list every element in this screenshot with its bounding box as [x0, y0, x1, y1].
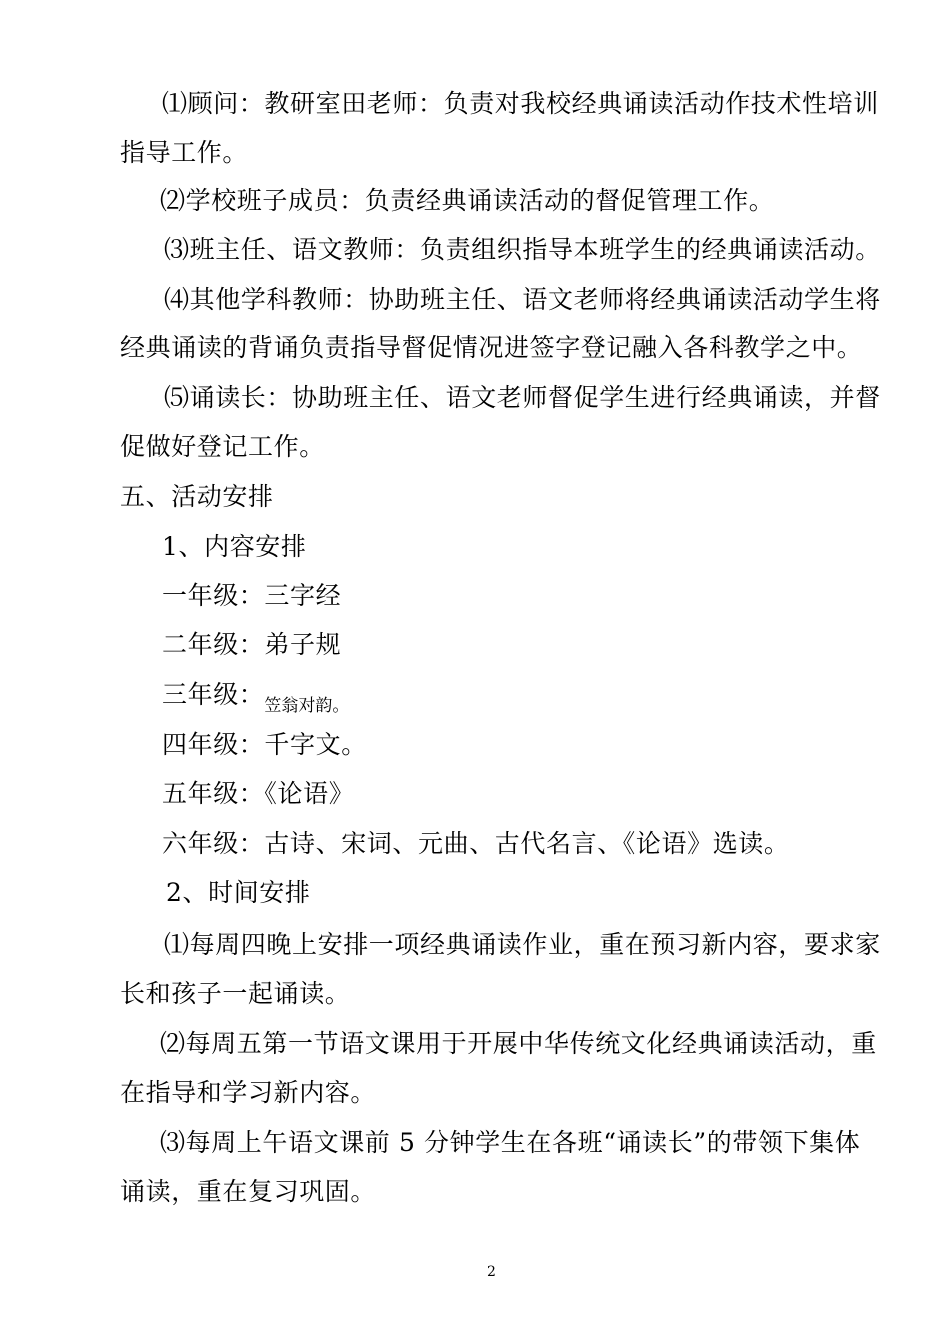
grade-1-line [162, 578, 341, 614]
grade-5-label: 五年级： [162, 779, 265, 808]
grade-2-content: 弟子规 [264, 630, 342, 659]
para-class-teacher: ⑶班主任、语文教师：负责组织指导本班学生的经典诵读活动。 [164, 235, 881, 264]
schedule-item-3-line2: 诵读，重在复习巩固。 [120, 1177, 377, 1206]
schedule-item-2-line2: 在指导和学习新内容。 [120, 1078, 377, 1107]
subheading-content: 1、内容安排 [162, 532, 307, 561]
grade-6-label: 六年级： [162, 829, 265, 858]
grade-4-content: 千字文。 [264, 730, 367, 759]
grade-3-label: 三年级： [162, 680, 265, 709]
para-reading-leader-line2: 促做好登记工作。 [120, 432, 325, 461]
grade-4-line [162, 727, 367, 763]
schedule-item-3-line1: ⑶每周上午语文课前 5 分钟学生在各班“诵读长”的带领下集体 [160, 1128, 861, 1157]
para-leadership: ⑵学校班子成员：负责经典诵读活动的督促管理工作。 [160, 186, 775, 215]
grade-5-content: 《论语》 [264, 779, 355, 808]
grade-1-label: 一年级： [162, 581, 265, 610]
grade-3-content: 笠翁对韵。 [264, 696, 350, 716]
schedule-item-2-line1: ⑵每周五第一节语文课用于开展中华传统文化经典诵读活动，重 [160, 1029, 877, 1058]
grade-1-content: 三字经 [264, 581, 342, 610]
grade-4-label: 四年级： [162, 730, 265, 759]
para-other-teachers-line2: 经典诵读的背诵负责指导督促情况进签字登记融入各科教学之中。 [120, 333, 863, 362]
subheading-schedule: 2、时间安排 [166, 878, 311, 907]
para-reading-leader-line1: ⑸诵读长：协助班主任、语文老师督促学生进行经典诵读，并督 [164, 383, 881, 412]
grade-6-content: 古诗、宋词、元曲、古代名言、《论语》选读。 [264, 829, 790, 858]
para-advisor-line2: 指导工作。 [120, 138, 249, 167]
para-advisor-line1: ⑴顾问：教研室田老师：负责对我校经典诵读活动作技术性培训 [162, 89, 879, 118]
schedule-item-1-line2: 长和孩子一起诵读。 [120, 979, 351, 1008]
para-other-teachers-line1: ⑷其他学科教师：协助班主任、语文老师将经典诵读活动学生将 [164, 285, 881, 314]
section-heading-activities: 五、活动安排 [120, 482, 274, 511]
schedule-item-1-line1: ⑴每周四晚上安排一项经典诵读作业，重在预习新内容，要求家 [164, 930, 881, 959]
grade-5-line [162, 776, 354, 812]
grade-2-line [162, 627, 341, 663]
grade-3-line [162, 677, 349, 716]
page-number: 2 [487, 1264, 496, 1280]
grade-2-label: 二年级： [162, 630, 265, 659]
grade-6-line [162, 826, 790, 862]
